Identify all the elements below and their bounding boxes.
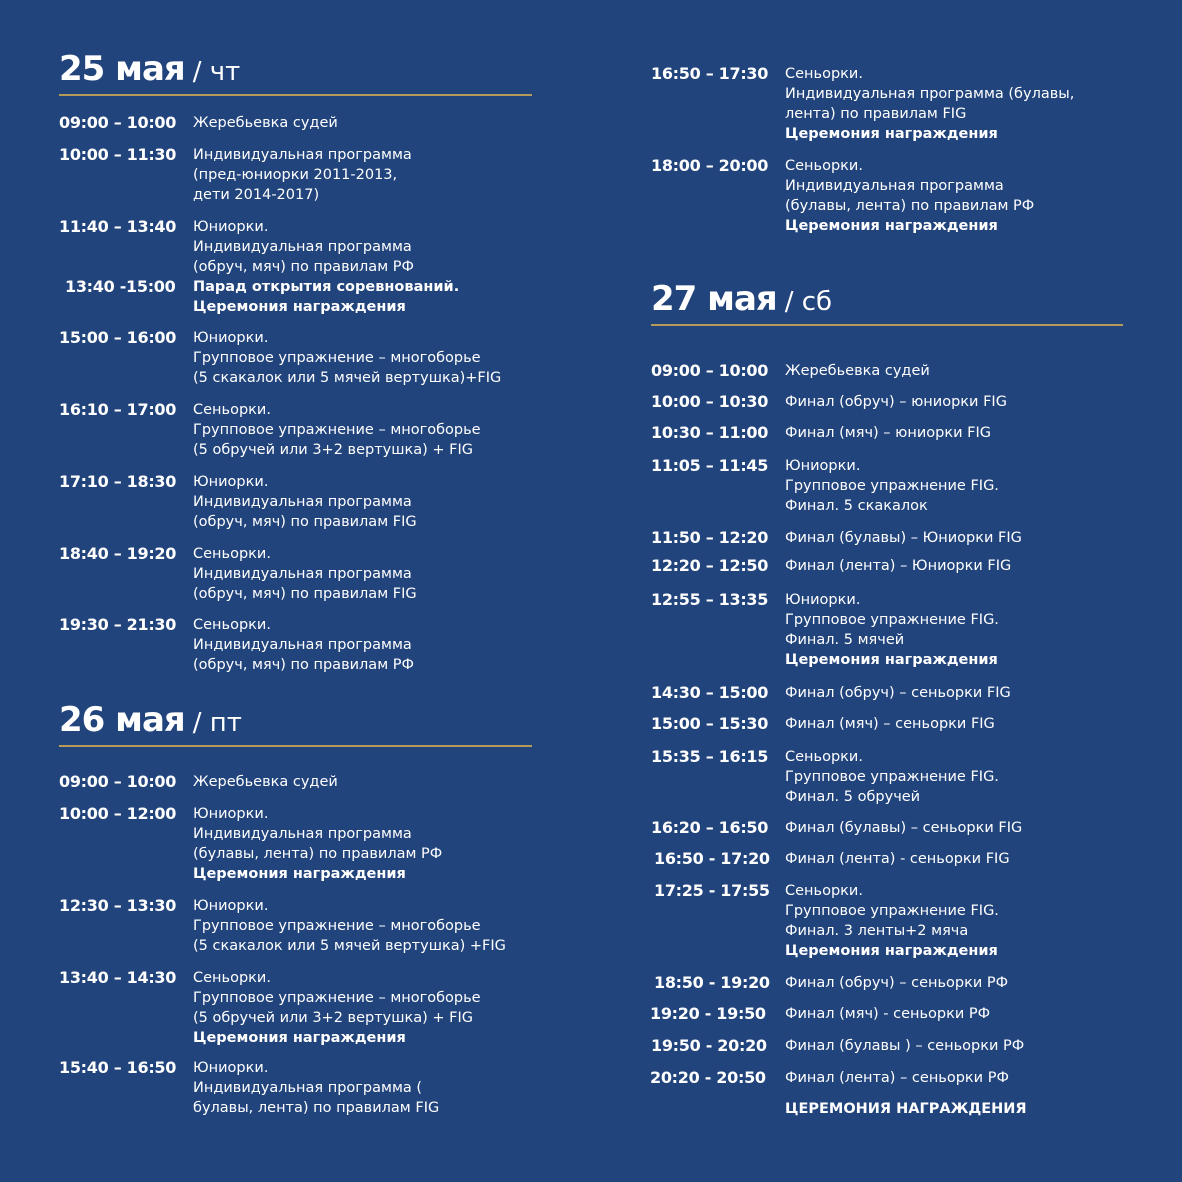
entry-line: булавы, лента) по правилам FIG	[193, 1100, 440, 1116]
entry-time: 15:40 – 16:50	[59, 1058, 177, 1077]
entry-line: Церемония награждения	[193, 1030, 406, 1046]
entry-line: Финал (лента) – Юниорки FIG	[785, 558, 1012, 574]
entry-description	[193, 400, 532, 460]
entry-description	[193, 968, 532, 1048]
entry-line: Групповое упражнение – многоборье	[193, 350, 481, 366]
entry-time: 18:40 – 19:20	[59, 544, 177, 563]
entry-description	[785, 849, 1123, 869]
entry-time: 11:50 – 12:20	[651, 528, 769, 547]
entry-time: 15:00 – 15:30	[651, 714, 769, 733]
entry-line: Финал (булавы ) – сеньорки РФ	[785, 1038, 1025, 1054]
entry-time: 20:20 - 20:50	[650, 1068, 766, 1087]
entry-line: дети 2014-2017)	[193, 187, 320, 203]
entry-time: 19:50 - 20:20	[651, 1036, 767, 1055]
entry-line: Церемония награждения	[785, 126, 998, 142]
entry-line: Индивидуальная программа	[193, 826, 412, 842]
entry-time: 12:30 – 13:30	[59, 896, 177, 915]
entry-line: Церемония награждения	[193, 866, 406, 882]
entry-line: (5 обручей или 3+2 вертушка) + FIG	[193, 1010, 474, 1026]
entry-line: (5 скакалок или 5 мячей вертушка) +FIG	[193, 938, 506, 954]
day-header-26	[59, 687, 532, 747]
entry-description	[193, 217, 532, 277]
entry-description	[785, 973, 1123, 993]
day-divider	[651, 324, 1123, 326]
day-weekday: / пт	[192, 708, 242, 738]
entry-line: Сеньорки.	[785, 66, 863, 82]
entry-time: 09:00 – 10:00	[59, 113, 177, 132]
entry-description	[193, 277, 532, 317]
entry-line: Индивидуальная программа	[193, 566, 412, 582]
entry-line: (обруч, мяч) по правилам РФ	[193, 657, 414, 673]
entry-line: Групповое упражнение – многоборье	[193, 422, 481, 438]
entry-time: 13:40 -15:00	[65, 277, 176, 296]
entry-line: Групповое упражнение – многоборье	[193, 918, 481, 934]
entry-line: Финал (обруч) – юниорки FIG	[785, 394, 1007, 410]
entry-line: Финал. 5 мячей	[785, 632, 905, 648]
entry-time: 15:35 – 16:15	[651, 747, 769, 766]
entry-description	[785, 1068, 1123, 1088]
entry-time: 09:00 – 10:00	[59, 772, 177, 791]
entry-description	[193, 804, 532, 884]
day-title	[59, 49, 241, 89]
entry-time: 16:20 – 16:50	[651, 818, 769, 837]
entry-line: (обруч, мяч) по правилам FIG	[193, 514, 417, 530]
entry-line: Церемония награждения	[785, 943, 998, 959]
entry-line: Индивидуальная программа	[193, 637, 412, 653]
entry-description	[785, 528, 1123, 548]
entry-line: Индивидуальная программа	[193, 239, 412, 255]
entry-line: Индивидуальная программа (	[193, 1080, 423, 1096]
entry-time: 11:40 – 13:40	[59, 217, 177, 236]
entry-line: (булавы, лента) по правилам РФ	[785, 198, 1035, 214]
entry-line: (5 скакалок или 5 мячей вертушка)+FIG	[193, 370, 502, 386]
entry-line: Юниорки.	[193, 219, 269, 235]
entry-description	[785, 423, 1123, 443]
entry-time: 11:05 – 11:45	[651, 456, 769, 475]
entry-line: Юниорки.	[193, 474, 269, 490]
entry-time: 17:10 – 18:30	[59, 472, 177, 491]
entry-line: Индивидуальная программа	[193, 147, 412, 163]
entry-line: ЦЕРЕМОНИЯ НАГРАЖДЕНИЯ	[785, 1101, 1027, 1117]
entry-time: 19:30 – 21:30	[59, 615, 177, 634]
entry-line: Финал (булавы) – Юниорки FIG	[785, 530, 1022, 546]
entry-description	[193, 1058, 532, 1118]
entry-time: 16:50 - 17:20	[654, 849, 770, 868]
entry-line: лента) по правилам FIG	[785, 106, 967, 122]
entry-description	[785, 747, 1123, 807]
day-date: 27 мая	[651, 279, 777, 319]
entry-time: 10:00 – 12:00	[59, 804, 177, 823]
entry-line: Финал. 5 скакалок	[785, 498, 928, 514]
entry-description	[193, 772, 532, 792]
entry-line: Жеребьевка судей	[785, 363, 930, 379]
entry-line: Финал (мяч) – юниорки FIG	[785, 425, 991, 441]
entry-time: 10:30 – 11:00	[651, 423, 769, 442]
entry-description	[193, 145, 532, 205]
entry-description	[785, 456, 1123, 516]
entry-time: 16:50 – 17:30	[651, 64, 769, 83]
entry-description	[193, 472, 532, 532]
entry-description	[193, 896, 532, 956]
entry-time: 09:00 – 10:00	[651, 361, 769, 380]
entry-line: Финал (мяч) – сеньорки FIG	[785, 716, 995, 732]
day-date: 26 мая	[59, 700, 185, 740]
entry-description	[785, 361, 1123, 381]
entry-line: Групповое упражнение FIG.	[785, 903, 999, 919]
day-date: 25 мая	[59, 49, 185, 89]
day-divider	[59, 745, 532, 747]
entry-line: Финал. 5 обручей	[785, 789, 921, 805]
entry-time: 18:50 - 19:20	[654, 973, 770, 992]
entry-time: 13:40 – 14:30	[59, 968, 177, 987]
entry-line: Групповое упражнение FIG.	[785, 612, 999, 628]
entry-line: Финал (лента) - сеньорки FIG	[785, 851, 1010, 867]
day-title	[651, 279, 833, 319]
entry-description	[785, 156, 1123, 236]
entry-description	[193, 615, 532, 675]
entry-line: Юниорки.	[193, 806, 269, 822]
entry-line: Индивидуальная программа	[193, 494, 412, 510]
entry-time: 10:00 – 10:30	[651, 392, 769, 411]
entry-time: 12:20 – 12:50	[651, 556, 769, 575]
entry-time: 19:20 - 19:50	[650, 1004, 766, 1023]
entry-description	[193, 113, 532, 133]
entry-line: Групповое упражнение FIG.	[785, 769, 999, 785]
entry-line: Групповое упражнение FIG.	[785, 478, 999, 494]
entry-line: Сеньорки.	[193, 970, 271, 986]
entry-time: 10:00 – 11:30	[59, 145, 177, 164]
entry-description	[785, 818, 1123, 838]
entry-line: Финал (мяч) - сеньорки РФ	[785, 1006, 991, 1022]
entry-line: (5 обручей или 3+2 вертушка) + FIG	[193, 442, 474, 458]
entry-line: Церемония награждения	[785, 218, 998, 234]
entry-line: (обруч, мяч) по правилам РФ	[193, 259, 414, 275]
entry-description	[785, 1004, 1123, 1024]
entry-description	[785, 392, 1123, 412]
entry-time: 16:10 – 17:00	[59, 400, 177, 419]
entry-line: Церемония награждения	[785, 652, 998, 668]
day-header-25	[59, 36, 532, 96]
entry-line: Сеньорки.	[193, 617, 271, 633]
entry-line: (обруч, мяч) по правилам FIG	[193, 586, 417, 602]
entry-line: Финал (лента) – сеньорки РФ	[785, 1070, 1009, 1086]
entry-line: Финал. 3 ленты+2 мяча	[785, 923, 969, 939]
entry-line: Жеребьевка судей	[193, 115, 338, 131]
entry-line: Сеньорки.	[785, 158, 863, 174]
entry-description	[785, 683, 1123, 703]
entry-line: (пред-юниорки 2011-2013,	[193, 167, 398, 183]
entry-line: Финал (булавы) – сеньорки FIG	[785, 820, 1023, 836]
entry-line: (булавы, лента) по правилам РФ	[193, 846, 443, 862]
day-divider	[59, 94, 532, 96]
day-title	[59, 700, 242, 740]
day-weekday: / чт	[192, 57, 241, 87]
entry-line: Финал (обруч) – сеньорки РФ	[785, 975, 1009, 991]
entry-description	[785, 556, 1123, 576]
entry-line: Юниорки.	[193, 898, 269, 914]
entry-description	[785, 714, 1123, 734]
entry-description	[785, 1036, 1123, 1056]
entry-time: 17:25 - 17:55	[654, 881, 770, 900]
entry-line: Сеньорки.	[785, 749, 863, 765]
entry-time: 12:55 – 13:35	[651, 590, 769, 609]
entry-line: Жеребьевка судей	[193, 774, 338, 790]
entry-line: Юниорки.	[193, 1060, 269, 1076]
entry-time: 18:00 – 20:00	[651, 156, 769, 175]
entry-line: Юниорки.	[193, 330, 269, 346]
entry-line: Парад открытия соревнований.	[193, 279, 460, 295]
entry-line: Индивидуальная программа	[785, 178, 1004, 194]
entry-description	[193, 544, 532, 604]
entry-time: 14:30 – 15:00	[651, 683, 769, 702]
entry-line: Сеньорки.	[193, 546, 271, 562]
entry-line: Сеньорки.	[785, 883, 863, 899]
entry-line: Финал (обруч) – сеньорки FIG	[785, 685, 1011, 701]
entry-line: Юниорки.	[785, 592, 861, 608]
entry-line: Групповое упражнение – многоборье	[193, 990, 481, 1006]
entry-line: Церемония награждения	[193, 299, 406, 315]
entry-time: 15:00 – 16:00	[59, 328, 177, 347]
entry-line: Сеньорки.	[193, 402, 271, 418]
entry-description	[785, 64, 1123, 144]
entry-description	[785, 590, 1123, 670]
day-header-27	[651, 266, 1123, 326]
entry-description	[785, 1099, 1123, 1119]
entry-line: Юниорки.	[785, 458, 861, 474]
entry-description	[193, 328, 532, 388]
entry-line: Индивидуальная программа (булавы,	[785, 86, 1075, 102]
entry-description	[785, 881, 1123, 961]
day-weekday: / сб	[784, 287, 833, 317]
